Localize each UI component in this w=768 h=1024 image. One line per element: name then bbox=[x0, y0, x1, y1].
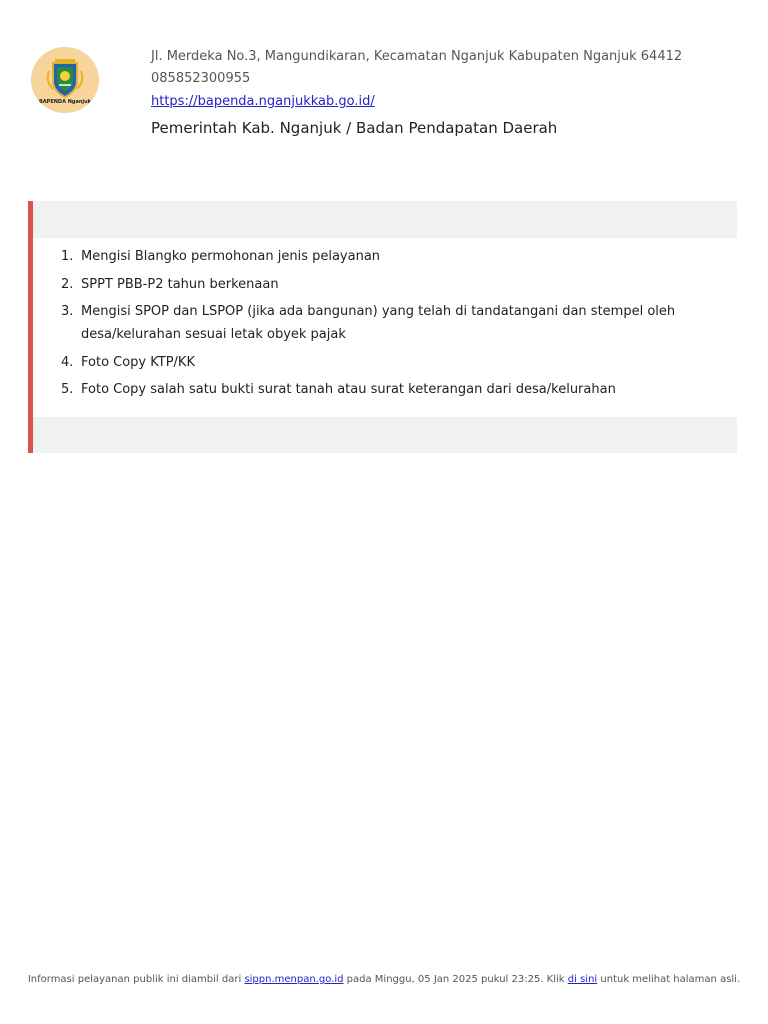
footer-suffix: untuk melihat halaman asli. bbox=[600, 974, 741, 985]
footer-prefix: Informasi pelayanan publik ini diambil dari bbox=[27, 974, 242, 985]
list-item-number: 2. bbox=[61, 276, 74, 292]
header bbox=[31, 46, 731, 146]
original-page-link[interactable]: di sini bbox=[567, 974, 598, 985]
list-item bbox=[61, 300, 701, 346]
page-footer bbox=[0, 972, 768, 988]
phone-text: 085852300955 bbox=[151, 71, 251, 86]
list-item-text: Foto Copy KTP/KK bbox=[81, 354, 195, 370]
footer-middle: pada Minggu, 05 Jan 2025 pukul 23:25. Klik bbox=[346, 974, 565, 985]
list-item-text: SPPT PBB-P2 tahun berkenaan bbox=[81, 276, 279, 292]
panel-header-band bbox=[33, 201, 737, 238]
list-item-text: Foto Copy salah satu bukti surat tanah atau surat keterangan dari desa/kelurahan bbox=[81, 382, 616, 397]
source-link[interactable]: sippn.menpan.go.id bbox=[244, 974, 344, 985]
bapenda-logo bbox=[31, 47, 99, 113]
logo-text: BAPENDA Nganjuk bbox=[38, 99, 92, 105]
requirements-panel bbox=[28, 201, 737, 453]
address-text: Jl. Merdeka No.3, Mangundikaran, Kecamatan Nganjuk Kabupaten Nganjuk 64412 bbox=[151, 49, 683, 64]
list-item-number: 3. bbox=[61, 304, 74, 319]
list-item bbox=[61, 245, 701, 268]
panel-footer-band bbox=[33, 417, 737, 453]
header-info bbox=[151, 46, 731, 139]
list-item bbox=[61, 351, 701, 374]
list-item-text: Mengisi Blangko permohonan jenis pelayanan bbox=[81, 249, 381, 264]
list-item-text: Mengisi SPOP dan LSPOP (jika ada bangunan) yang telah di tandatangani dan stempel oleh desa/kelurahan sesuai letak obyek pajak bbox=[81, 304, 676, 342]
requirements-list bbox=[61, 245, 701, 406]
website-link[interactable]: https://bapenda.nganjukkab.go.id/ bbox=[151, 94, 375, 109]
list-item-number: 5. bbox=[61, 382, 74, 397]
list-item bbox=[61, 378, 701, 401]
list-item bbox=[61, 273, 701, 296]
list-item-number: 1. bbox=[61, 249, 74, 264]
list-item-number: 4. bbox=[61, 354, 74, 370]
organization-title: Pemerintah Kab. Nganjuk / Badan Pendapatan Daerah bbox=[151, 119, 558, 137]
